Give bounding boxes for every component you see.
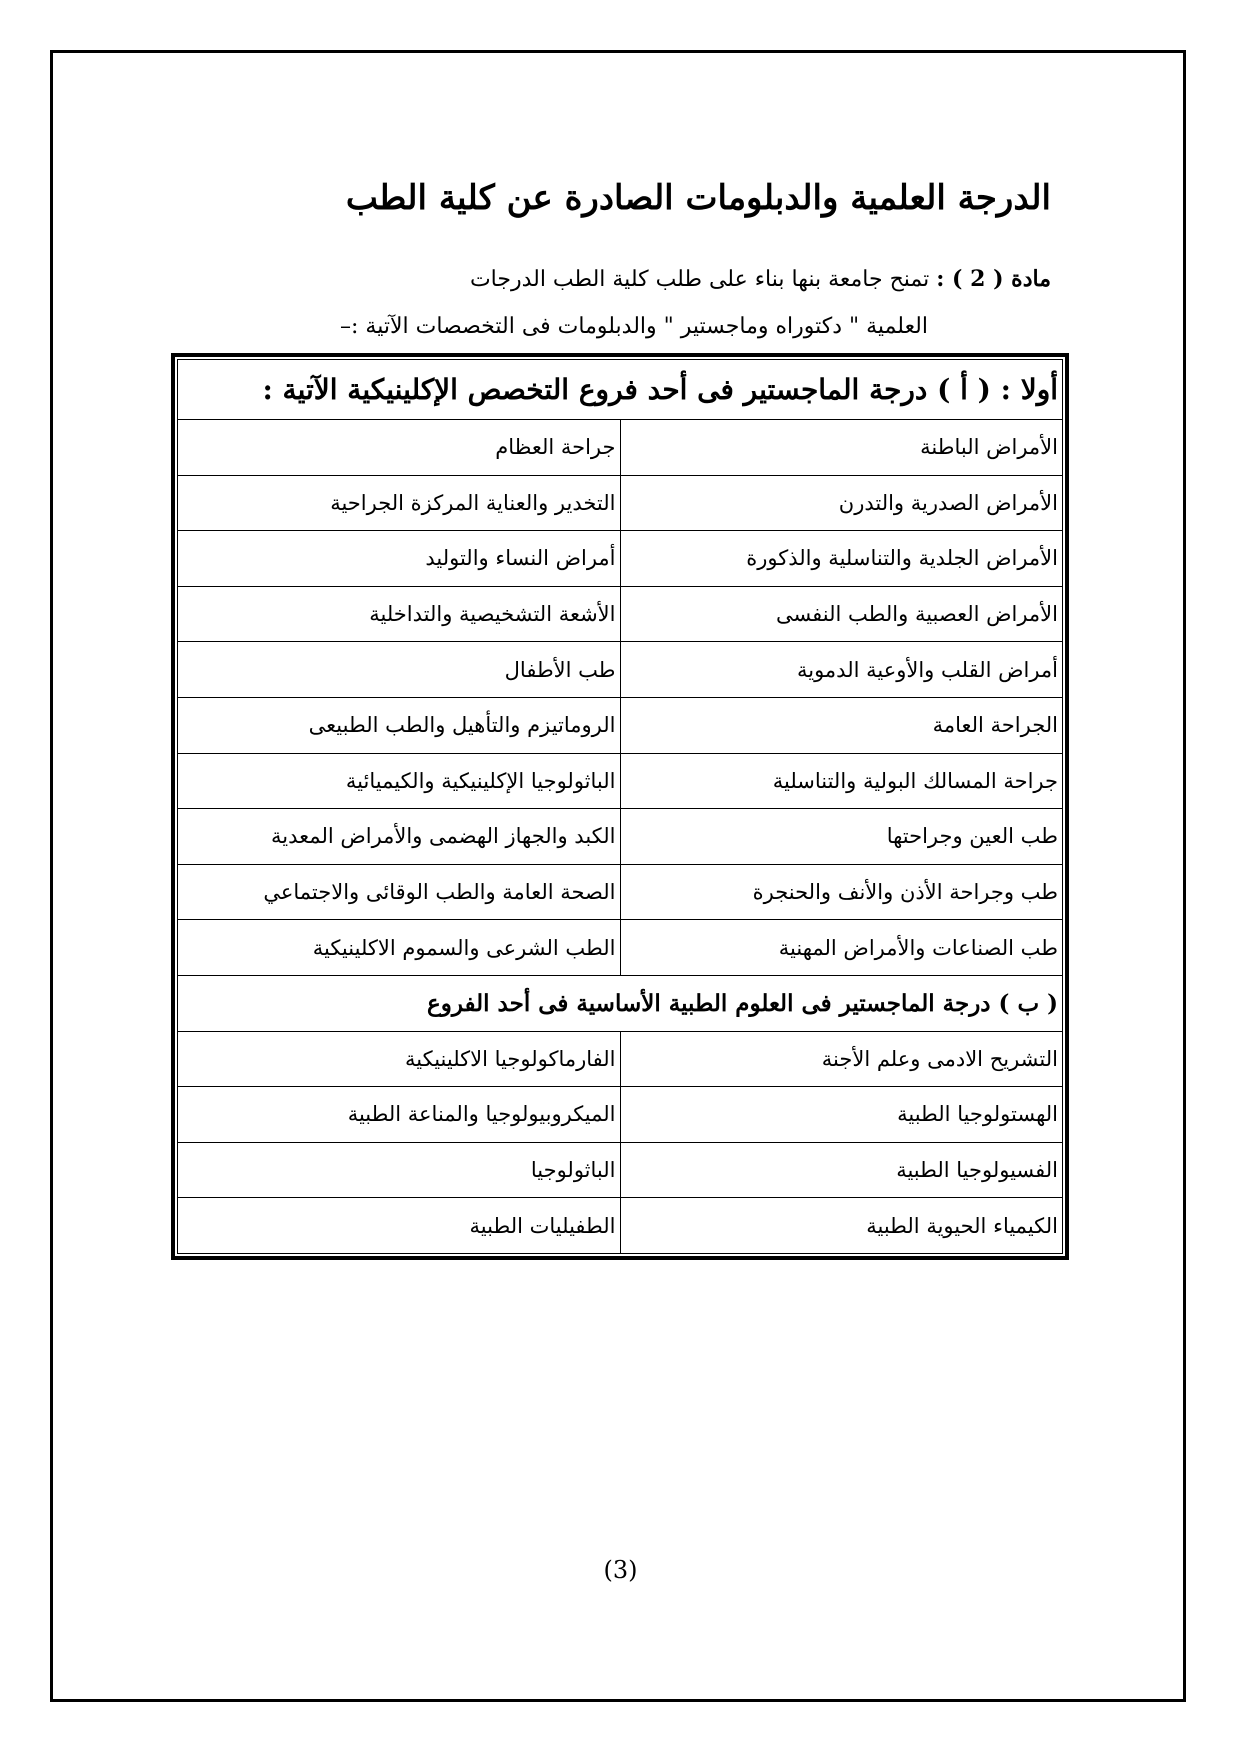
specialty-cell: الباثولوجيا [178,1142,621,1198]
specialty-cell: الصحة العامة والطب الوقائى والاجتماعي [178,864,621,920]
table-row [178,586,1063,642]
table-row [178,809,1063,865]
table-row [178,531,1063,587]
specialty-cell: جراحة العظام [178,420,621,476]
specialty-cell: طب وجراحة الأذن والأنف والحنجرة [620,864,1063,920]
table-row [178,753,1063,809]
specialty-cell: جراحة المسالك البولية والتناسلية [620,753,1063,809]
section-a-heading-row [178,360,1063,420]
specialty-cell: طب الصناعات والأمراض المهنية [620,920,1063,976]
document-title: الدرجة العلمية والدبلومات الصادرة عن كلية الطب [345,178,1051,218]
specialty-cell: الهستولوجيا الطبية [620,1087,1063,1143]
intro-text-line-2: العلمية " دكتوراه وماجستير " والدبلومات فى التخصصات الآتية :– [340,314,928,339]
specialty-cell: الباثولوجيا الإكلينيكية والكيميائية [178,753,621,809]
article-label: مادة ( 2 ) : [936,266,1051,292]
page-number: (3) [603,1556,638,1584]
table-row [178,475,1063,531]
specialty-cell: التشريح الادمى وعلم الأجنة [620,1031,1063,1087]
specialty-cell: الروماتيزم والتأهيل والطب الطبيعى [178,697,621,753]
specialty-cell: الأمراض الجلدية والتناسلية والذكورة [620,531,1063,587]
specialty-cell: الطب الشرعى والسموم الاكلينيكية [178,920,621,976]
table-row [178,1031,1063,1087]
specialty-cell: أمراض النساء والتوليد [178,531,621,587]
specialty-cell: الطفيليات الطبية [178,1198,621,1254]
specialty-cell: الأشعة التشخيصية والتداخلية [178,586,621,642]
section-b-heading-row [178,975,1063,1031]
table-row [178,697,1063,753]
specialty-cell: الميكروبيولوجيا والمناعة الطبية [178,1087,621,1143]
specialty-cell: الجراحة العامة [620,697,1063,753]
intro-text-line-1: تمنح جامعة بنها بناء على طلب كلية الطب الدرجات [469,267,930,292]
table-row [178,1087,1063,1143]
table-row [178,864,1063,920]
specialty-cell: الكبد والجهاز الهضمى والأمراض المعدية [178,809,621,865]
table-row [178,1142,1063,1198]
table-row [178,420,1063,476]
specialty-cell: طب العين وجراحتها [620,809,1063,865]
specialty-cell: الأمراض الصدرية والتدرن [620,475,1063,531]
specialties-table [171,353,1069,1260]
table-row [178,642,1063,698]
specialty-cell: الأمراض الباطنة [620,420,1063,476]
specialty-cell: التخدير والعناية المركزة الجراحية [178,475,621,531]
intro-paragraph-line-1 [470,266,1051,292]
specialty-cell: الفسيولوجيا الطبية [620,1142,1063,1198]
table-row [178,920,1063,976]
specialty-cell: أمراض القلب والأوعية الدموية [620,642,1063,698]
section-a-heading: أولا : ( أ ) درجة الماجستير فى أحد فروع التخصص الإكلينيكية الآتية : [178,360,1063,420]
table-row [178,1198,1063,1254]
specialty-cell: الفارماكولوجيا الاكلينيكية [178,1031,621,1087]
specialty-cell: الأمراض العصبية والطب النفسى [620,586,1063,642]
specialty-cell: الكيمياء الحيوية الطبية [620,1198,1063,1254]
section-b-heading: ( ب ) درجة الماجستير فى العلوم الطبية الأساسية فى أحد الفروع [178,975,1063,1031]
specialty-cell: طب الأطفال [178,642,621,698]
